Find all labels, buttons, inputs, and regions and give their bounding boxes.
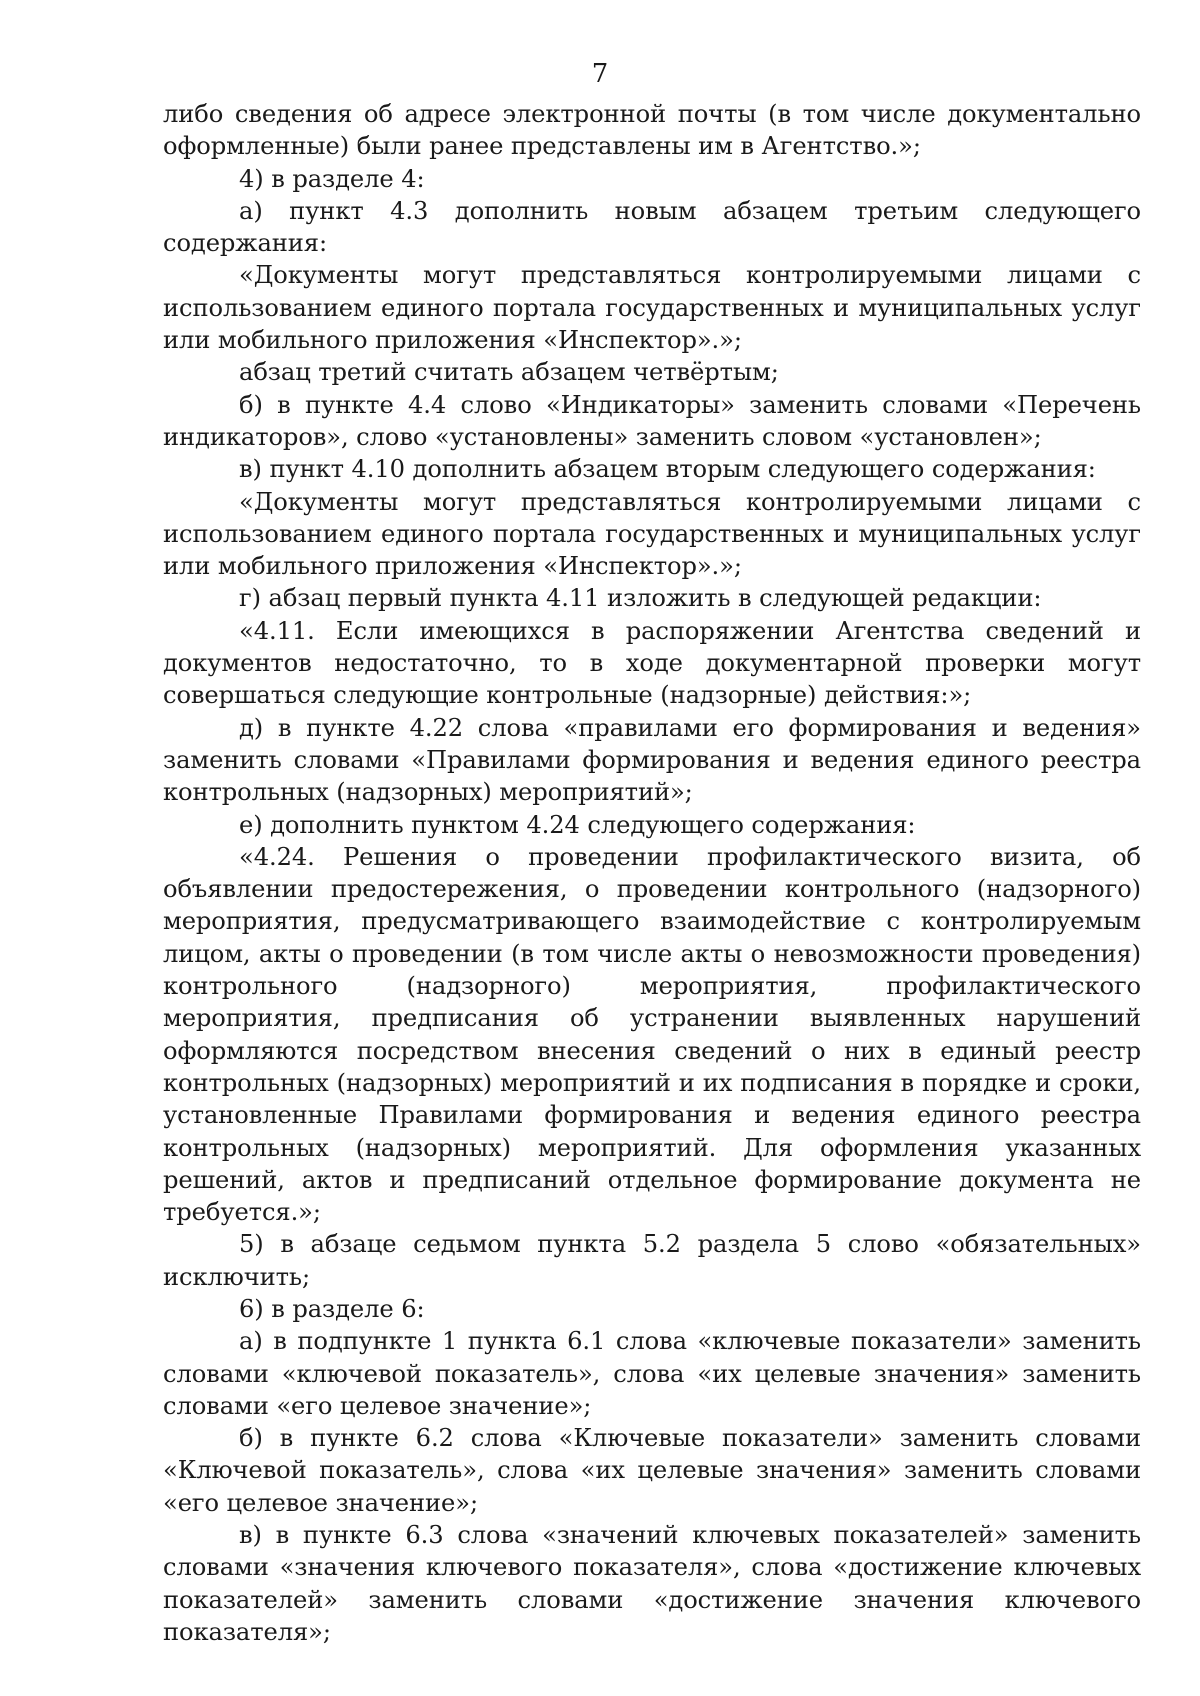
paragraph: в) в пункте 6.3 слова «значений ключевых показателей» заменить словами «значения ключевого показателя», слова «достижение ключевых показателей» заменить словами «достижение значения ключевого показателя»; — [163, 1521, 1141, 1646]
paragraph: «4.11. Если имеющихся в распоряжении Агентства сведений и документов недостаточно, то в ходе документарной проверки могут совершаться следующие контрольные (надзорные) действия:»; — [163, 616, 1141, 710]
paragraph: либо сведения об адресе электронной почты (в том числе документально оформленные) были ранее представлены им в Агентство.»; — [163, 100, 1141, 161]
paragraph: е) дополнить пунктом 4.24 следующего содержания: — [239, 810, 916, 839]
paragraph: г) абзац первый пункта 4.11 изложить в следующей редакции: — [239, 584, 1042, 613]
document-body — [163, 98, 1141, 1648]
paragraph: а) в подпункте 1 пункта 6.1 слова «ключевые показатели» заменить словами «ключевой показатель», слова «их целевые значения» заменить словами «его целевое значение»; — [163, 1327, 1141, 1420]
paragraph: абзац третий считать абзацем четвёртым; — [239, 358, 779, 387]
paragraph: в) пункт 4.10 дополнить абзацем вторым следующего содержания: — [239, 455, 1096, 484]
paragraph: 6) в разделе 6: — [239, 1294, 425, 1323]
paragraph: «Документы могут представляться контролируемыми лицами с использованием единого портала государственных и муниципальных услуг или мобильного приложения «Инспектор».»; — [163, 487, 1141, 581]
paragraph: б) в пункте 4.4 слово «Индикаторы» заменить словами «Перечень индикаторов», слово «установлены» заменить словом «установлен»; — [163, 390, 1141, 451]
paragraph: 4) в разделе 4: — [239, 164, 425, 193]
page-number: 7 — [591, 59, 609, 89]
paragraph: 5) в абзаце седьмом пункта 5.2 раздела 5 слово «обязательных» исключить; — [163, 1230, 1141, 1291]
paragraph: «4.24. Решения о проведении профилактического визита, об объявлении предостережения, о проведении контрольного (надзорного) мероприятия, предусматривающего взаимодействие с контролируемым лицом, акты о проведении (в том числе акты о невозможности проведения) контрольного (надзорного) мероприятия, профилактического мероприятия, предписания об устранении выявленных нарушений оформляются посредством внесения сведений о них в единый реестр контрольных (надзорных) мероприятий и их подписания в порядке и сроки, установленные Правилами формирования и ведения единого реестра контрольных (надзорных) мероприятий. Для оформления указанных решений, актов и предписаний отдельное формирование документа не требуется.»; — [163, 842, 1141, 1227]
paragraph: д) в пункте 4.22 слова «правилами его формирования и ведения» заменить словами «Правилами формирования и ведения единого реестра контрольных (надзорных) мероприятий»; — [163, 713, 1141, 807]
paragraph: «Документы могут представляться контролируемыми лицами с использованием единого портала государственных и муниципальных услуг или мобильного приложения «Инспектор».»; — [163, 261, 1141, 355]
paragraph: б) в пункте 6.2 слова «Ключевые показатели» заменить словами «Ключевой показатель», слова «их целевые значения» заменить словами «его целевое значение»; — [163, 1424, 1141, 1517]
paragraph: а) пункт 4.3 дополнить новым абзацем третьим следующего содержания: — [163, 196, 1141, 258]
